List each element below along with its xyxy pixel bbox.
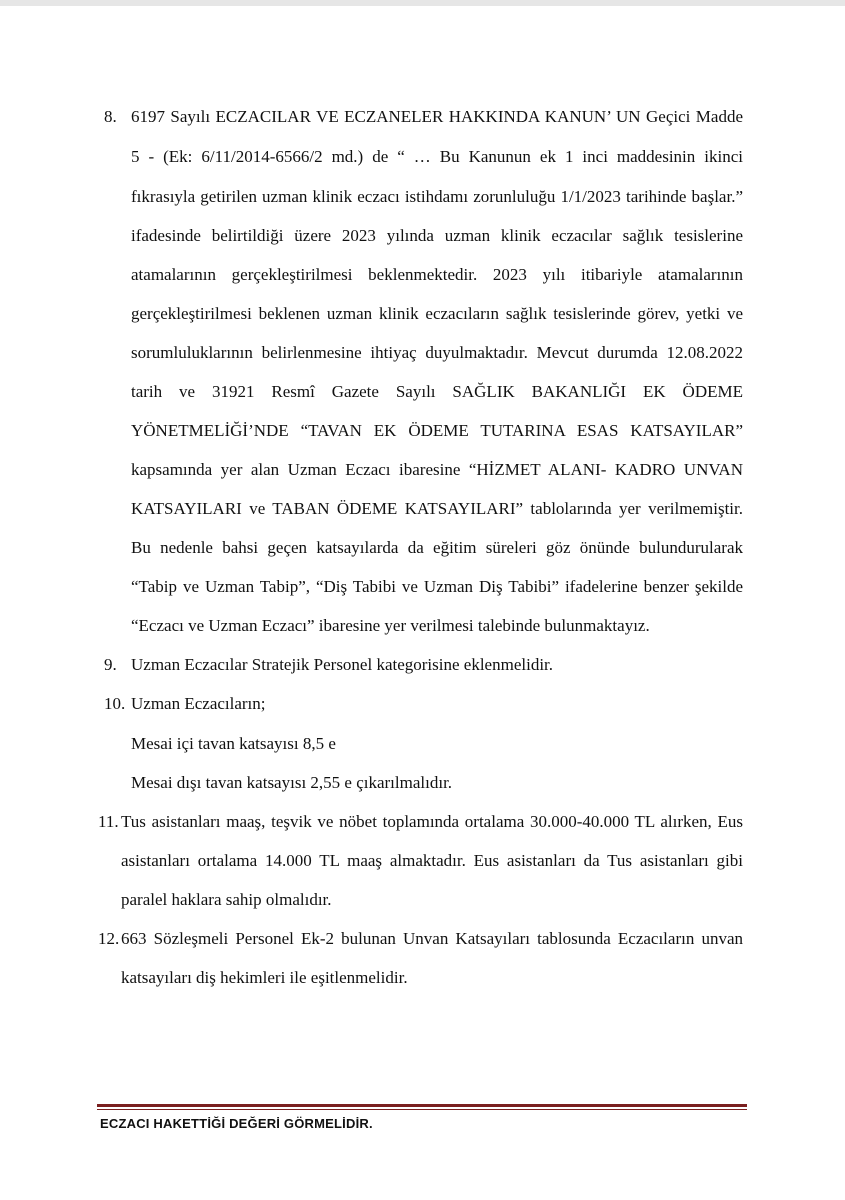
text-line: fıkrasıyla getirilen uzman klinik eczacı istihdamı zorunluluğu 1/1/2023 tarihinde başlar.”: [131, 187, 743, 206]
text-line: Uzman Eczacıların;: [131, 694, 266, 713]
footer-divider-thick: [97, 1104, 747, 1107]
text-line: Tus asistanları maaş, teşvik ve nöbet toplamında ortalama 30.000-40.000 TL alırken, Eus: [121, 812, 743, 831]
text-line: katsayıları diş hekimleri ile eşitlenmelidir.: [121, 968, 408, 987]
top-border: [0, 0, 845, 6]
text-line: ifadesinde belirtildiği üzere 2023 yılında uzman klinik eczacılar sağlık tesislerine: [131, 226, 743, 245]
text-line: YÖNETMELİĞİ’NDE “TAVAN EK ÖDEME TUTARINA ESAS KATSAYILAR”: [131, 421, 743, 440]
text-line: paralel haklara sahip olmalıdır.: [121, 890, 332, 909]
footer-slogan: ECZACI HAKETTİĞİ DEĞERİ GÖRMELİDİR.: [100, 1116, 373, 1131]
text-line: Uzman Eczacılar Stratejik Personel kategorisine eklenmelidir.: [131, 655, 554, 674]
text-line: kapsamında yer alan Uzman Eczacı ibaresine “HİZMET ALANI- KADRO UNVAN: [131, 460, 743, 479]
text-line: “Tabip ve Uzman Tabip”, “Diş Tabibi ve Uzman Diş Tabibi” ifadelerine benzer şekilde: [131, 577, 743, 596]
text-line: “Eczacı ve Uzman Eczacı” ibaresine yer verilmesi talebinde bulunmaktayız.: [131, 616, 650, 635]
text-line: tarih ve 31921 Resmî Gazete Sayılı SAĞLIK BAKANLIĞI EK ÖDEME: [131, 382, 743, 401]
text-line: 5 - (Ek: 6/11/2014-6566/2 md.) de “ … Bu Kanunun ek 1 inci maddesinin ikinci: [131, 147, 743, 166]
item-number: 9.: [104, 655, 117, 674]
item-number: 12.: [98, 929, 120, 948]
text-line: KATSAYILARI ve TABAN ÖDEME KATSAYILARI” tablolarında yer verilmemiştir.: [131, 499, 743, 518]
item-number: 8.: [104, 107, 117, 126]
text-line: 663 Sözleşmeli Personel Ek-2 bulunan Unvan Katsayıları tablosunda Eczacıların unvan: [121, 929, 743, 948]
item-number: 11.: [98, 812, 119, 831]
footer-divider-thin: [97, 1109, 747, 1110]
text-line: Bu nedenle bahsi geçen katsayılarda da eğitim süreleri göz önünde bulundurularak: [131, 538, 743, 557]
text-line: atamalarının gerçekleştirilmesi beklenmektedir. 2023 yılı itibariyle atamalarının: [131, 265, 743, 284]
text-line: asistanları ortalama 14.000 TL maaş almaktadır. Eus asistanları da Tus asistanları gibi: [121, 851, 743, 870]
text-line: gerçekleştirilmesi beklenen uzman klinik eczacıların sağlık tesislerinde görev, yetki ve: [131, 304, 743, 323]
text-line: sorumluluklarının belirlenmesine ihtiyaç duyulmaktadır. Mevcut durumda 12.08.2022: [131, 343, 743, 362]
text-line: Mesai içi tavan katsayısı 8,5 e: [131, 734, 336, 753]
text-line: 6197 Sayılı ECZACILAR VE ECZANELER HAKKINDA KANUN’ UN Geçici Madde: [131, 107, 743, 126]
text-line: Mesai dışı tavan katsayısı 2,55 e çıkarılmalıdır.: [131, 773, 453, 792]
item-number: 10.: [104, 694, 126, 713]
